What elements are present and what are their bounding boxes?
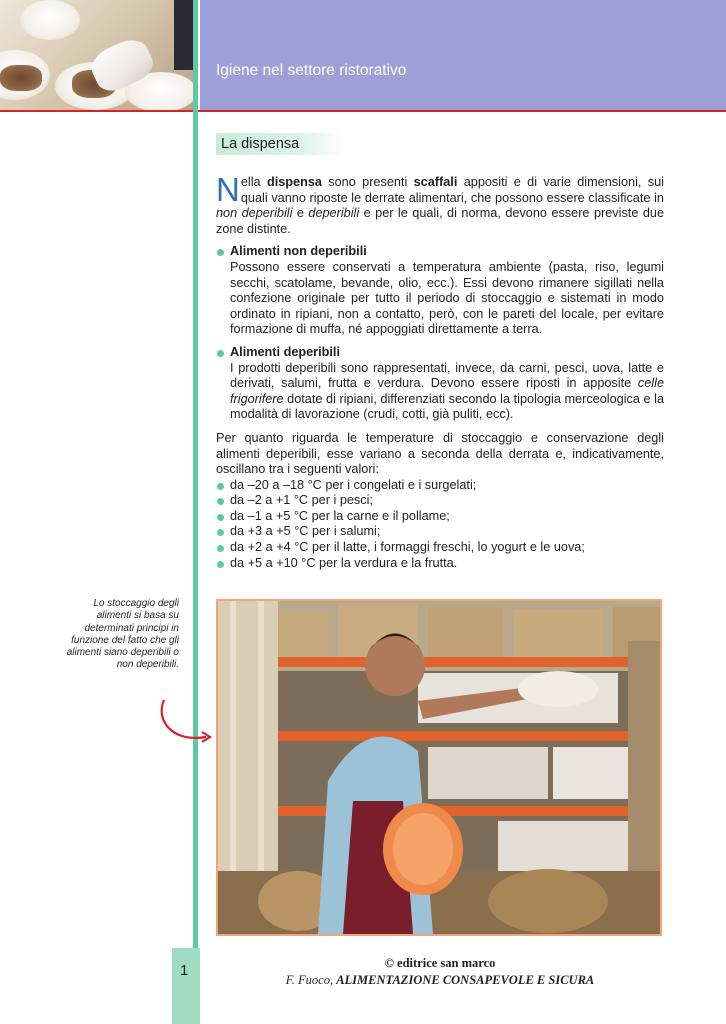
bullet-heading: Alimenti non deperibili [230,244,367,259]
intro-italic: non deperibili [216,206,293,221]
temperature-item [216,478,664,494]
pantry-illustration [218,601,660,934]
temperature-list [216,478,664,572]
margin-rule [193,0,198,1024]
bullet-icon [217,249,224,256]
temperature-item [216,493,664,509]
bullet-icon [217,514,224,521]
temperature-text: da –20 a –18 °C per i congelati e i surgelati; [230,477,477,492]
body-text [216,171,664,571]
intro-italic: deperibili [308,206,360,221]
temperature-item [216,524,664,540]
temperature-text: da +3 a +5 °C per i salumi; [230,524,381,539]
plate-image [20,0,80,40]
curved-arrow-icon [156,696,216,752]
bullet-heading: Alimenti deperibili [230,344,340,359]
temperature-text: da –2 a +1 °C per i pesci; [230,493,373,508]
header-photo [0,0,196,111]
pantry-photo [216,599,662,936]
list-item-non-perishable [216,244,664,338]
bullet-text-italic: celle frigorifere [230,376,664,406]
temperature-text: da –1 a +5 °C per la carne e il pollame; [230,508,450,523]
bullet-text-part: dotate di ripiani, differenziati secondo la tipologia merceologica e la modalità di lavorazione (crudi, cotti, già puliti, ecc). [230,391,664,422]
header-band [200,0,726,111]
temperature-item [216,509,664,525]
intro-text: appositi e di varie dimensioni, sui quali vanno riposte le derrate alimentari, che possono essere classificate in [240,175,664,205]
page-number-tab [172,948,200,1024]
footer-author: F. Fuoco, [285,973,337,987]
intro-text: ella [240,175,267,189]
bullet-icon [217,545,224,552]
photo-caption: Lo stoccaggio degli alimenti si basa su determinati principi in funzione del fatto che gli alimenti siano deperibili o non deperibili. [66,598,179,671]
bullet-text: Possono essere conservati a temperatura ambiente (pasta, riso, legumi secchi, scatolame, bevande, olio, ecc.). Essi devono rimanere sigillati nella confezione originale per tutto il periodo di stoccaggio e sistemati in modo ordinato in ripiani, non a contatto, però, con le pareti del locale, per evitare formazione di muffa, né appoggiati direttamente a terra. [230,259,664,337]
header-divider [0,110,726,112]
section-title-box [216,133,344,155]
temperature-text: da +5 a +10 °C per la verdura e la frutta. [230,555,458,570]
bullet-text-part: I prodotti deperibili sono rappresentati, invece, da carni, pesci, uova, latte e derivati, salumi, frutta e verdura. Devono essere riposti in apposite [230,360,664,391]
bullet-icon [217,529,224,536]
temperature-item [216,556,664,572]
temperature-intro: Per quanto riguarda le temperature di stoccaggio e conservazione degli alimenti deperibili, esse variano a seconda della derrata e, indicativamente, oscillano tra i seguenti valori: [216,430,664,477]
temperature-item [216,540,664,556]
drop-cap: N [216,171,240,208]
intro-text: e [292,206,309,221]
intro-bold: dispensa [266,175,322,189]
intro-text: e per le quali, di norma, devono essere previste due zone distinte. [216,206,664,236]
intro-paragraph [216,171,664,237]
page-number: 1 [180,962,189,979]
header-title: Igiene nel settore ristorativo [216,62,407,79]
footer-book-title: ALIMENTAZIONE CONSAPEVOLE E SICURA [336,973,595,987]
intro-bold: scaffali [413,175,458,189]
bullet-icon [217,561,224,568]
intro-text: sono presenti [321,175,414,189]
section-title: La dispensa [221,136,300,152]
list-item-perishable [216,345,664,423]
bullet-icon [217,498,224,505]
bullet-icon [217,350,224,357]
footer [240,956,640,988]
footer-book [240,973,640,988]
footer-publisher: © editrice san marco [384,956,496,970]
temperature-text: da +2 a +4 °C per il latte, i formaggi freschi, lo yogurt e le uova; [230,540,585,555]
food-image [0,65,42,91]
bullet-text [230,361,664,423]
bullet-icon [217,483,224,490]
